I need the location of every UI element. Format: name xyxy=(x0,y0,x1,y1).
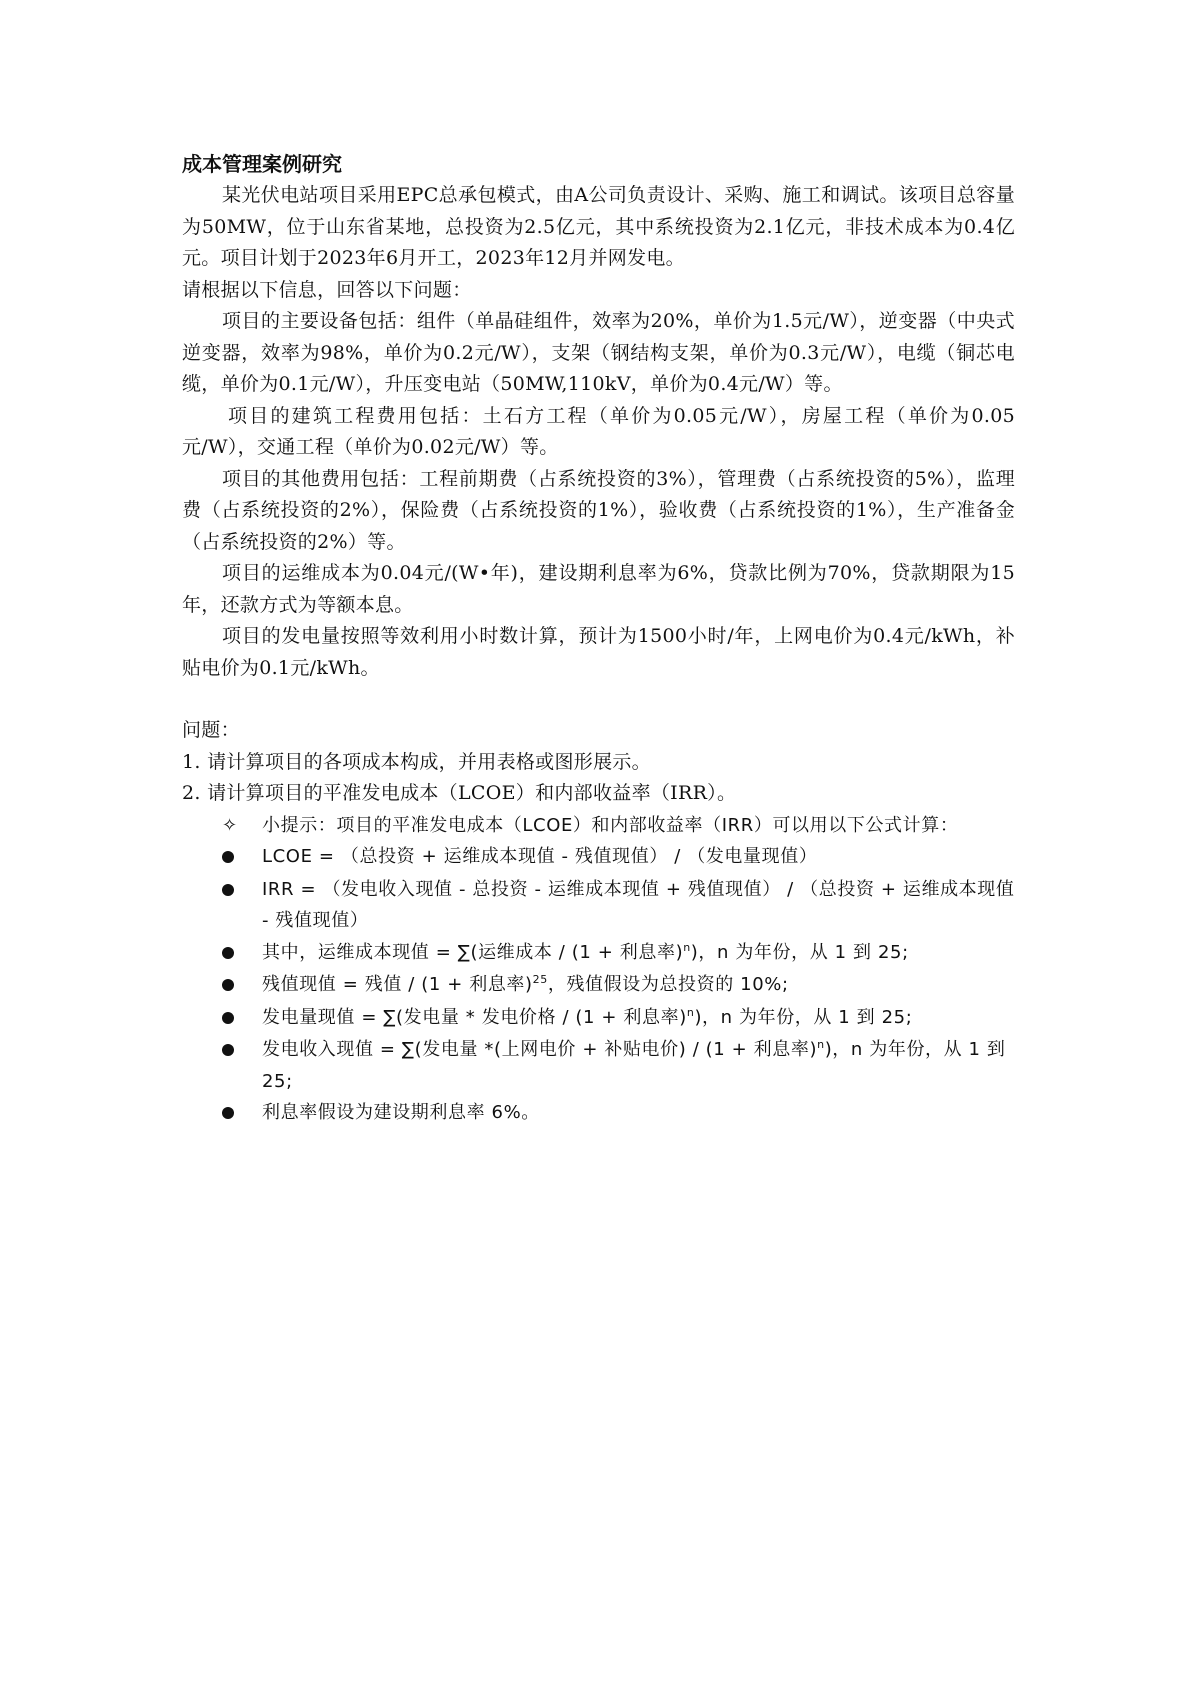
hint-tip-row xyxy=(182,810,1015,842)
formula-residual-pv-row xyxy=(182,969,1015,1002)
bullet-dot-icon xyxy=(222,874,262,907)
formula-residual-pv-text: 残值现值 = 残值 / (1 + 利息率)$^{25}$，残值假设为总投资的 10%; xyxy=(262,973,789,995)
exponent-25: 25 xyxy=(532,973,548,986)
bullet-dot-icon xyxy=(222,937,262,970)
formula-lcoe-text: LCOE = （总投资 + 运维成本现值 - 残值现值） / （发电量现值） xyxy=(262,846,818,867)
formula-generation-pv-row xyxy=(182,1002,1015,1035)
exponent-n: n xyxy=(683,940,691,954)
formula-om-pv-row xyxy=(182,937,1015,970)
formula-irr-text: IRR = （发电收入现值 - 总投资 - 运维成本现值 + 残值现值） / （总投资 + 运维成本现值 - 残值现值） xyxy=(262,878,1015,931)
formula-generation-pv-text: 发电量现值 = ∑(发电量 * 发电价格 / (1 + 利息率)$^n$)，n 为年份，从 1 到 25; xyxy=(262,1005,913,1028)
bullet-dot-icon xyxy=(222,1034,262,1067)
intro-paragraph-other-costs: 项目的其他费用包括：工程前期费（占系统投资的3%），管理费（占系统投资的5%），监理费（占系统投资的2%），保险费（占系统投资的1%），验收费（占系统投资的1%），生产准备金（占系统投资的2%）等。 xyxy=(182,467,1015,553)
intro-paragraph-project: 某光伏电站项目采用EPC总承包模式，由A公司负责设计、采购、施工和调试。该项目总容量为50MW，位于山东省某地，总投资为2.5亿元，其中系统投资为2.1亿元，非技术成本为0.4亿元。项目计划于2023年6月开工，2023年12月并网发电。 xyxy=(182,184,1015,269)
formula-lcoe-row xyxy=(182,841,1015,874)
document-page xyxy=(182,148,1015,1130)
exponent-n: n xyxy=(817,1038,825,1051)
diamond-bullet-icon: ✧ xyxy=(222,814,238,836)
document-title: 成本管理案例研究 xyxy=(182,152,342,176)
formula-revenue-pv-row xyxy=(182,1034,1015,1097)
exponent-n: n xyxy=(686,1005,695,1019)
questions-heading: 问题： xyxy=(182,719,240,741)
intro-paragraph-equipment: 项目的主要设备包括：组件（单晶硅组件，效率为20%，单价为1.5元/W），逆变器（中央式逆变器，效率为98%，单价为0.2元/W），支架（钢结构支架，单价为0.3元/W），电缆（铜芯电缆，单价为0.1元/W），升压变电站（50MW,110kV，单价为0.4元/W）等。 xyxy=(182,310,1015,395)
intro-paragraph-generation: 项目的发电量按照等效利用小时数计算，预计为1500小时/年，上网电价为0.4元/kWh，补贴电价为0.1元/kWh。 xyxy=(182,625,1015,679)
question-1: 1. 请计算项目的各项成本构成，并用表格或图形展示。 xyxy=(182,750,651,773)
formula-om-pv-text: 其中，运维成本现值 = ∑(运维成本 / (1 + 利息率)$^n$)，n 为年份，从 1 到 25; xyxy=(262,940,909,963)
section-gap xyxy=(182,684,1015,715)
intro-paragraph-construction: 项目的建筑工程费用包括：土石方工程（单价为0.05元/W），房屋工程（单价为0.05元/W），交通工程（单价为0.02元/W）等。 xyxy=(182,404,1015,458)
hint-tip-text: 小提示：项目的平准发电成本（LCOE）和内部收益率（IRR）可以用以下公式计算： xyxy=(262,814,959,836)
bullet-dot-icon xyxy=(222,969,262,1002)
bullet-dot-icon xyxy=(222,1002,262,1035)
formula-interest-rate-text: 利息率假设为建设期利息率 6%。 xyxy=(262,1102,540,1123)
intro-paragraph-operations: 项目的运维成本为0.04元/(W•年)，建设期利息率为6%，贷款比例为70%，贷款期限为15年，还款方式为等额本息。 xyxy=(182,562,1015,616)
question-2: 2. 请计算项目的平准发电成本（LCOE）和内部收益率（IRR）。 xyxy=(182,782,737,804)
bullet-dot-icon xyxy=(222,841,262,874)
formula-irr-row xyxy=(182,874,1015,937)
intro-paragraph-instruction: 请根据以下信息，回答以下问题： xyxy=(182,278,472,301)
formula-revenue-pv-text: 发电收入现值 = ∑(发电量 *(上网电价 + 补贴电价) / (1 + 利息率)$^n$)，n 为年份，从 1 到 25; xyxy=(262,1038,1006,1092)
bullet-dot-icon xyxy=(222,1097,262,1130)
formula-interest-rate-row xyxy=(182,1097,1015,1130)
